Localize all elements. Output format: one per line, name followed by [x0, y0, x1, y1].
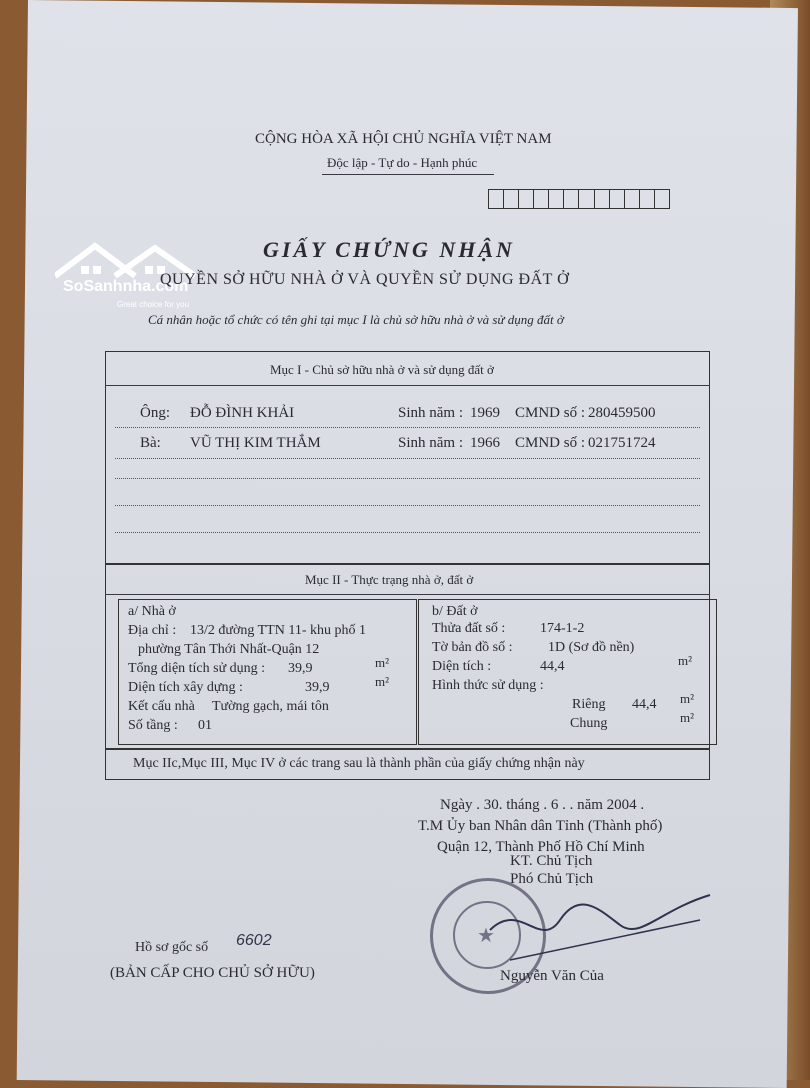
continuation-note: Mục IIc,Mục III, Mục IV ở các trang sau là thành phần của giấy chứng nhận này [133, 756, 585, 771]
star-icon: ★ [477, 925, 495, 947]
private-label: Riêng [572, 697, 606, 712]
owner-2-name: VŨ THỊ KIM THẮM [190, 435, 321, 451]
national-motto: Độc lập - Tự do - Hạnh phúc [327, 155, 478, 170]
shared-unit: m² [680, 710, 695, 725]
authority-line2: Quận 12, Thành Phố Hồ Chí Minh [437, 839, 645, 855]
private-unit: m² [680, 691, 695, 706]
serial-number-boxes [488, 189, 670, 209]
land-area-label: Diện tích : [432, 659, 492, 674]
issue-date: Ngày . 30. tháng . 6 . . năm 2004 . [440, 797, 645, 813]
watermark-tagline: Great choice for you [117, 300, 190, 309]
house-address-label: Địa chỉ : [128, 623, 177, 638]
house-heading: a/ Nhà ở [128, 604, 176, 619]
owner-2-birth-label: Sinh năm : [398, 435, 464, 451]
owner-1-id-label: CMND số : [515, 405, 586, 421]
construction-area-value: 39,9 [305, 680, 330, 695]
parcel-label: Thửa đất số : [432, 621, 506, 636]
owner-1-birth-year: 1969 [470, 405, 500, 421]
land-heading: b/ Đất ở [432, 604, 478, 619]
total-usage-area-label: Tổng diện tích sử dụng : [128, 661, 266, 676]
national-title: CỘNG HÒA XÃ HỘI CHỦ NGHĨA VIỆT NAM [255, 131, 552, 147]
authority-line4: Phó Chủ Tịch [510, 871, 594, 887]
house-address-line1: 13/2 đường TTN 11- khu phố 1 [190, 623, 366, 638]
owner-1-name: ĐỖ ĐÌNH KHẢI [190, 405, 295, 421]
structure-value: Tường gạch, mái tôn [212, 699, 329, 714]
owner-1-prefix: Ông: [140, 405, 170, 421]
map-sheet-label: Tờ bản đồ số : [432, 640, 513, 655]
authority-line3: KT. Chủ Tịch [510, 853, 593, 869]
total-usage-area-value: 39,9 [288, 661, 313, 676]
land-area-value: 44,4 [540, 659, 565, 674]
origin-file-label: Hồ sơ gốc số [135, 940, 209, 955]
section-2-title: Mục II - Thực trạng nhà ở, đất ở [305, 572, 474, 587]
map-sheet-value: 1D (Sơ đồ nền) [548, 640, 635, 655]
section-1-title: Mục I - Chủ sở hữu nhà ở và sử dụng đất ở [270, 362, 494, 377]
owner-2-prefix: Bà: [140, 435, 161, 451]
certificate-title: GIẤY CHỨNG NHẬN [263, 237, 515, 262]
authority-line1: T.M Ủy ban Nhân dân Tỉnh (Thành phố) [418, 818, 663, 834]
owner-1-id-number: 280459500 [588, 405, 656, 421]
certificate-subtitle: QUYỀN SỞ HỮU NHÀ Ở VÀ QUYỀN SỬ DỤNG ĐẤT Ở [160, 271, 570, 288]
copy-type: (BẢN CẤP CHO CHỦ SỞ HỮU) [110, 965, 315, 981]
floors-value: 01 [198, 718, 212, 733]
shared-label: Chung [570, 716, 608, 731]
land-area-unit: m² [678, 653, 693, 668]
owner-1-birth-label: Sinh năm : [398, 405, 464, 421]
owner-2-birth-year: 1966 [470, 435, 500, 451]
floors-label: Số tầng : [128, 718, 178, 733]
handwritten-signature [480, 890, 720, 970]
structure-label: Kết cấu nhà [128, 699, 195, 714]
owner-2-id-label: CMND số : [515, 435, 586, 451]
private-value: 44,4 [632, 697, 657, 712]
certificate-note: Cá nhân hoặc tổ chức có tên ghi tại mục I là chủ sở hữu nhà ở và sử dụng đất ở [148, 312, 564, 327]
usage-form-label: Hình thức sử dụng : [432, 678, 544, 693]
house-address-line2: phường Tân Thới Nhất-Quận 12 [138, 642, 320, 657]
construction-area-label: Diện tích xây dựng : [128, 680, 243, 695]
signer-name: Nguyễn Văn Của [500, 968, 604, 984]
construction-area-unit: m² [375, 674, 390, 689]
owner-2-id-number: 021751724 [588, 435, 656, 451]
watermark-brand: SoSanhnha.com [63, 278, 189, 295]
origin-file-number: 6602 [236, 932, 272, 949]
total-usage-area-unit: m² [375, 655, 390, 670]
parcel-value: 174-1-2 [540, 621, 585, 636]
